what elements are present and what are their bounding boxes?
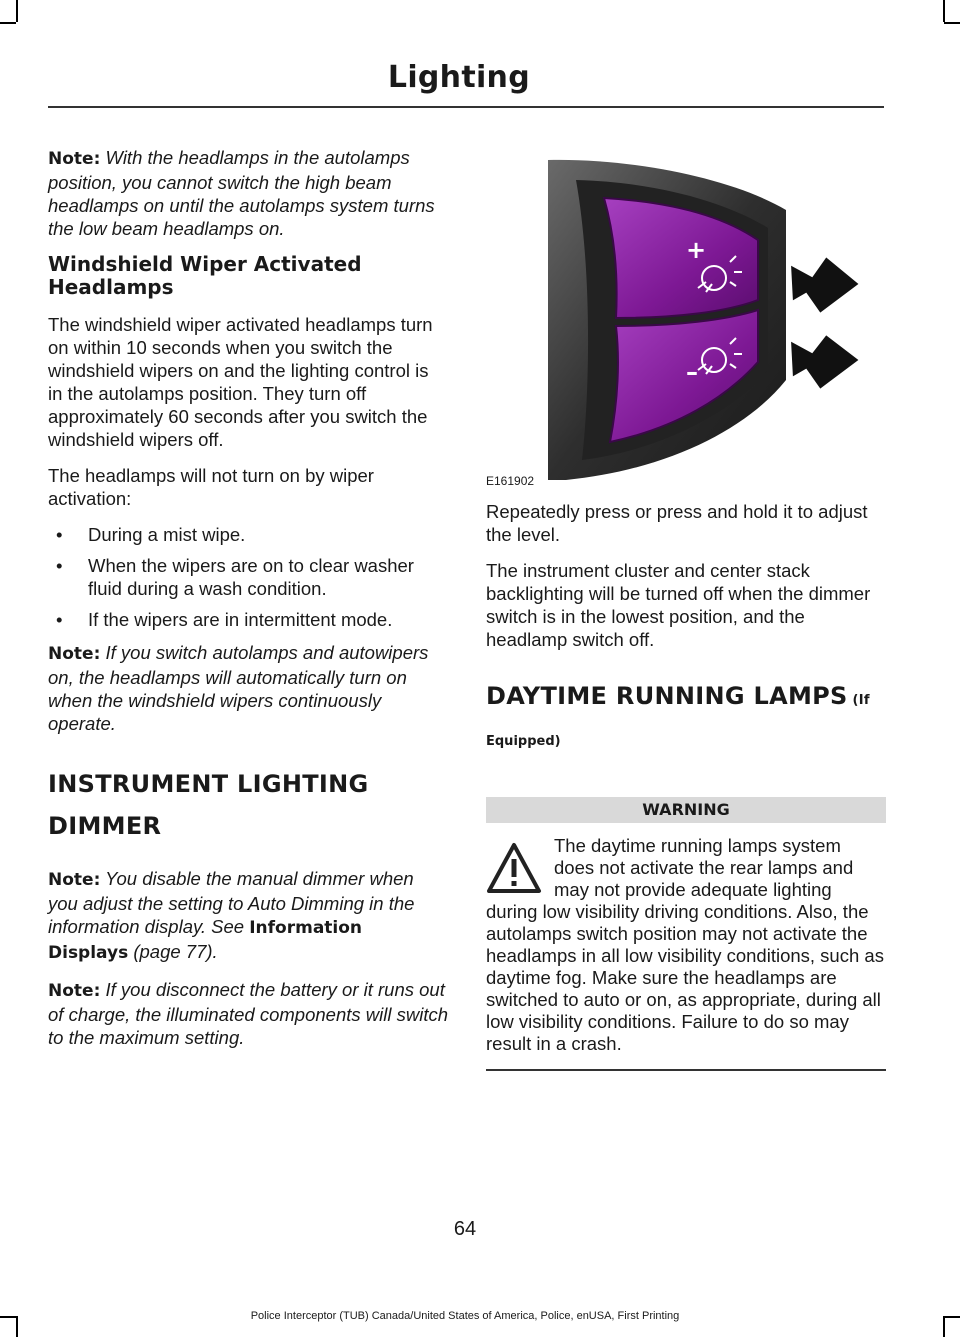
paragraph: Repeatedly press or press and hold it to adjust the level. [486,501,868,545]
list-item-text: If the wipers are in intermittent mode. [88,609,393,630]
note-label: Note: [48,644,101,664]
list-item-text: During a mist wipe. [88,524,246,545]
left-column [48,146,448,1062]
note-battery [48,978,448,1049]
crop-mark [943,1316,945,1337]
note-label: Note: [48,870,101,890]
note-text: You disable the manual dimmer when you adjust the setting to Auto Dimming in the information display. See [48,868,415,937]
section-heading-drl [486,681,886,716]
crop-mark [944,22,960,24]
crop-mark [16,0,18,22]
page-title: Lighting [387,60,530,95]
note-text: If you disconnect the battery or it runs out of charge, the illuminated components will switch to the maximum setting. [48,979,448,1048]
paragraph: The headlamps will not turn on by wiper activation: [48,465,374,509]
figure-code: E161902 [486,474,535,488]
page-number: 64 [453,1218,477,1240]
drl-qualifier: (If [847,693,870,708]
bullet: • [56,609,63,630]
arrow-icon [790,256,860,314]
list-item [48,608,448,631]
page-footer: Police Interceptor (TUB) Canada/United States of America, Police, enUSA, First Printing [250,1310,680,1322]
paragraph: The instrument cluster and center stack backlighting will be turned off when the dimmer switch is in the lowest position, and the headlamp switch off. [486,560,871,650]
plus-symbol: + [686,236,707,264]
warning-triangle-icon [486,841,542,895]
list-item-text: When the wipers are on to clear washer fluid during a wash condition. [88,555,414,599]
note-text: (page 77). [128,941,218,962]
note-text: With the headlamps in the autolamps position, you cannot switch the high beam headlamps on until the autolamps system turns the low beam headlamps on. [48,147,435,239]
crop-mark [944,1316,960,1318]
paragraph: The windshield wiper activated headlamps turn on within 10 seconds when you switch the windshield wipers on and the lighting control is in the autolamps position. They turn off approximately 60 seconds after you switch the windshield wipers off. [48,314,433,450]
right-column [486,500,886,1071]
note-label: Note: [48,149,101,169]
note-auto-dimming [48,867,448,965]
cross-reference-link[interactable]: Information Displays [48,918,363,963]
note-text: If you switch autolamps and autowipers on, the headlamps will automatically turn on when the windshield wipers continuously operate. [48,642,429,734]
warning-body [486,835,886,1071]
bullet-list [48,523,448,631]
section-heading-wiper: Windshield Wiper Activated Headlamps [48,252,362,299]
warning-rule [486,1069,886,1071]
dimmer-switch-illustration [486,150,886,492]
warning-text: The daytime running lamps system does not activate the rear lamps and may not provide adequate lighting during low visibility driving conditions. Also, the autolamps switch position may not activate the headlamps in all low visibility conditions, such as daytime fog. Make sure the headlamps are switched to auto or on, as appropriate, during all low visibility conditions. Failure to do so may result in a crash. [486,835,884,1054]
section-heading-dimmer-line2: DIMMER [48,812,162,840]
dimmer-switch-figure [486,150,886,492]
list-item [48,554,448,600]
header-rule [48,106,884,108]
crop-mark [943,0,945,22]
list-item [48,523,448,546]
drl-qualifier-line2: Equipped) [486,734,561,749]
minus-symbol: – [686,358,698,386]
note-autowipers [48,641,448,735]
arrow-icon [790,334,860,390]
section-heading-dimmer: INSTRUMENT LIGHTING [48,770,369,798]
drl-heading-text: DAYTIME RUNNING LAMPS [486,682,848,710]
note-autolamps [48,146,448,240]
note-label: Note: [48,981,101,1001]
bullet: • [56,555,63,576]
crop-mark [0,22,16,24]
warning-banner: WARNING [486,797,886,823]
bullet: • [56,524,63,545]
